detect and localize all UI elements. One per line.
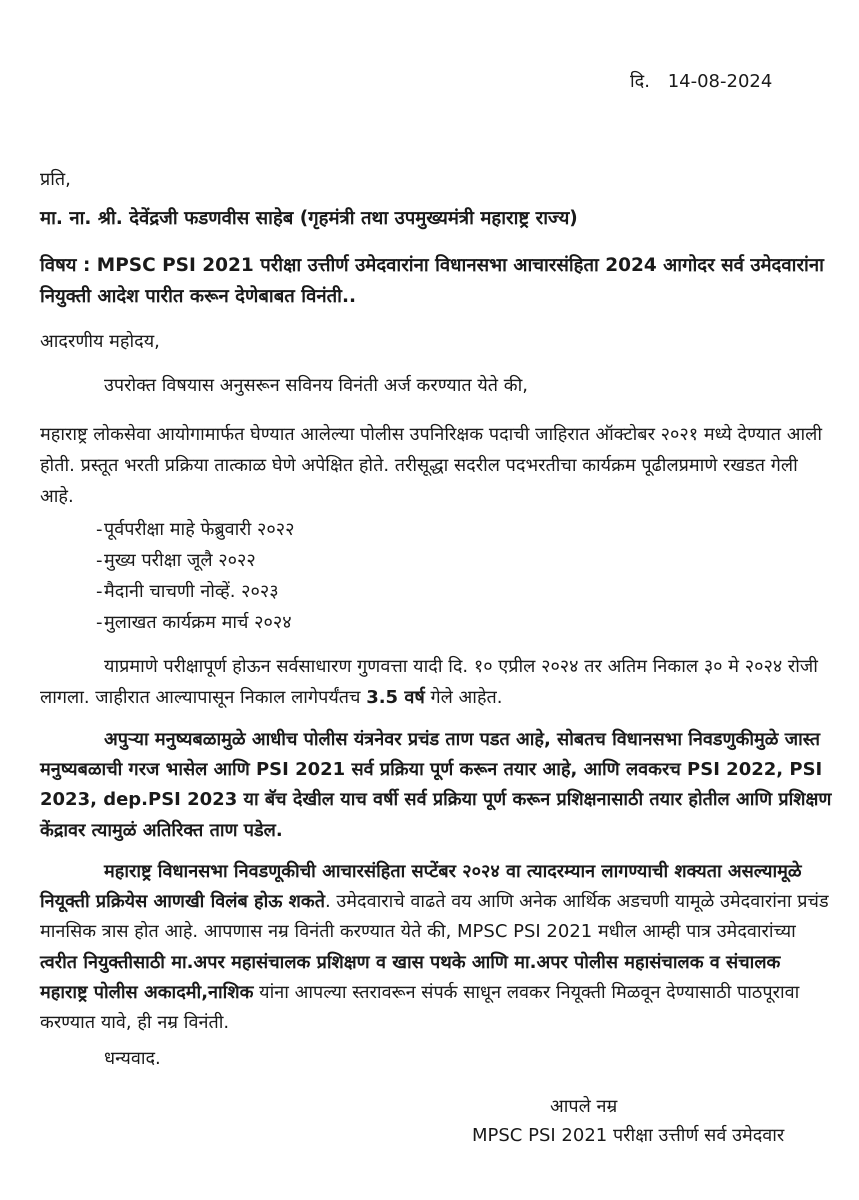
recipient-name: मा. ना. श्री. देवेंद्रजी फडणवीस साहेब (गृहमंत्री तथा उपमुख्यमंत्री महाराष्ट्र राज्य): [40, 208, 578, 229]
duration-highlight: 3.5 वर्ष: [366, 686, 425, 708]
authority-highlight: त्वरीत नियुक्तीसाठी मा.अपर महासंचालक प्रशिक्षण व खास पथके आणि मा.अपर पोलीस महासंचालक व संचालक महाराष्ट्र पोलीस अकादमी,नाशिक: [40, 951, 781, 1003]
paragraph-2: याप्रमाणे परीक्षापूर्ण होऊन सर्वसाधारण गुणवत्ता यादी दि. १० एप्रील २०२४ तर अतिम निकाल ३० मे २०२४ रोजी लागला. जाहीरात आल्यापासून निकाल लागेपर्यंतच 3.5 वर्ष गेले आहेत.: [40, 656, 818, 708]
paragraph-4: महाराष्ट्र विधानसभा निवडणूकीची आचारसंहिता सप्टेंबर २०२४ वा त्यादरम्यान लागण्याची शक्यता असल्यामूळे नियूक्ती प्रक्रियेस आणखी विलंब होऊ शकते. उमेदवाराचे वाढते वय आणि अनेक आर्थिक अडचणी यामूळे उमेदवारांना प्रचंड मानसिक त्रास होत आहे. आपणास नम्र विनंती करण्यात येते की, MPSC PSI 2021 मधील आम्ही पात्र उमेदवारांच्या त्वरीत नियुक्तीसाठी मा.अपर महासंचालक प्रशिक्षण व खास पथके आणि मा.अपर पोलीस महासंचालक व संचालक महाराष्ट्र पोलीस अकादमी,नाशिक यांना आपल्या स्तरावरून संपर्क साधून लवकर नियूक्ती मिळवून देण्यासाठी पाठपूरावा करण्यात यावे, ही नम्र विनंती.: [40, 861, 829, 1034]
closing-line: आपले नम्र: [550, 1096, 618, 1117]
election-highlight: महाराष्ट्र विधानसभा निवडणूकीची आचारसंहिता सप्टेंबर २०२४ वा त्यादरम्यान लागण्याची शक्यता असल्यामूळे नियूक्ती प्रक्रियेस आणखी विलंब होऊ शकते: [40, 861, 802, 913]
date-value: 14-08-2024: [667, 71, 773, 92]
intro-line: उपरोक्त विषयास अनुसरून सविनय विनंती अर्ज करण्यात येते की,: [104, 375, 528, 396]
timeline-list: [40, 516, 295, 640]
list-item: - मुलाखत कार्यक्रम मार्च २०२४: [96, 612, 292, 633]
recipient-prefix: प्रति,: [40, 169, 71, 190]
letter-date: [630, 68, 772, 95]
paragraph-3: अपुऱ्या मनुष्यबळामुळे आधीच पोलीस यंत्रनेवर प्रचंड ताण पडत आहे, सोबतच विधानसभा निवडणुकीमुळे जास्त मनुष्यबळाची गरज भासेल आणि PSI 2021 सर्व प्रक्रिया पूर्ण करून तयार आहे, आणि लवकरच PSI 2022, PSI 2023, dep.PSI 2023 या बॅच देखील याच वर्षी सर्व प्रक्रिया पूर्ण करून प्रशिक्षनासाठी तयार होतील आणि प्रशिक्षण केंद्रावर त्यामुळं अतिरिक्त ताण पडेल.: [40, 729, 832, 841]
paragraph-1: महाराष्ट्र लोकसेवा आयोगामार्फत घेण्यात आलेल्या पोलीस उपनिरिक्षक पदाची जाहिरात ऑक्टोबर २०२१ मध्ये देण्यात आली होती. प्रस्तूत भरती प्रक्रिया तात्काळ घेणे अपेक्षित होते. तरीसूद्धा सदरील पदभरतीचा कार्यक्रम पूढीलप्रमाणे रखडत गेली आहे.: [40, 424, 822, 507]
list-item: - पूर्वपरीक्षा माहे फेब्रुवारी २०२२: [96, 519, 295, 540]
signatory: MPSC PSI 2021 परीक्षा उत्तीर्ण सर्व उमेदवार: [472, 1125, 785, 1146]
thanks-line: धन्यवाद.: [104, 1048, 161, 1069]
list-item: - मुख्य परीक्षा जूलै २०२२: [96, 550, 256, 571]
subject-line: विषय : MPSC PSI 2021 परीक्षा उत्तीर्ण उमेदवारांना विधानसभा आचारसंहिता 2024 आगोदर सर्व उमेदवारांना नियुक्ती आदेश पारीत करून देणेबाबत विनंती..: [40, 255, 824, 308]
salutation: आदरणीय महोदय,: [40, 331, 160, 352]
date-label: दि.: [630, 71, 650, 92]
list-item: - मैदानी चाचणी नोव्हें. २०२३: [96, 581, 279, 602]
